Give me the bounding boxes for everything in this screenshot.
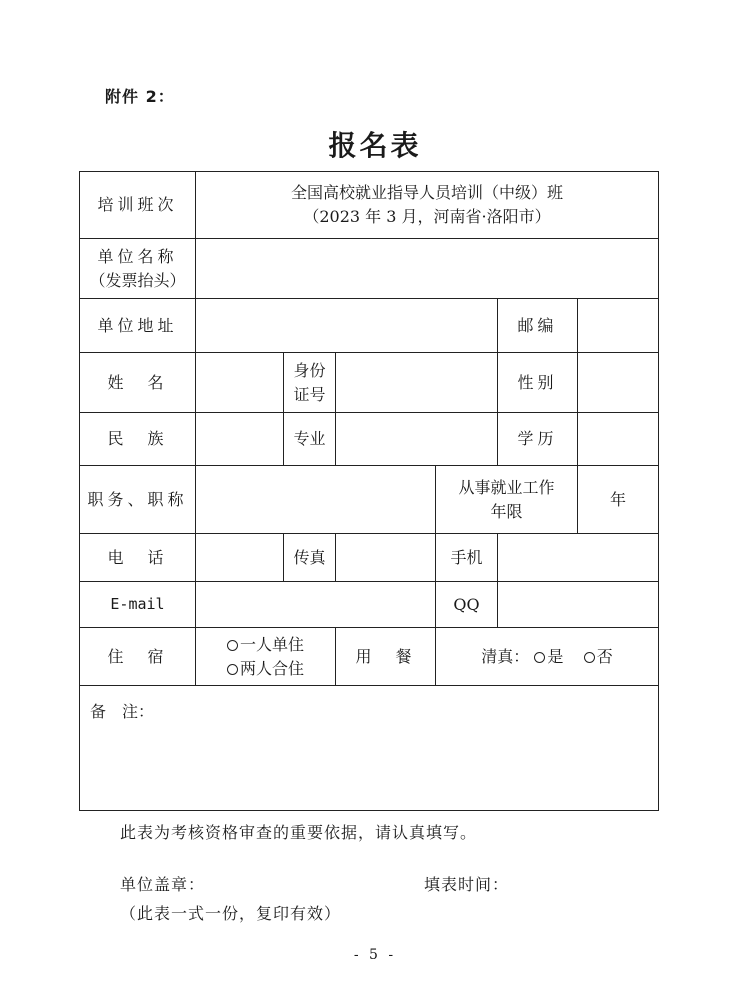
form-title: 报名表 [328,129,422,162]
radio-circle-icon[interactable] [227,640,238,651]
row-remarks [80,686,659,811]
fax-label: 传真 [284,534,336,582]
name-field[interactable] [196,353,284,413]
lodging-label: 住 宿 [80,628,196,686]
row-ethnicity [80,413,659,466]
row-training-class [80,172,659,239]
position-label: 职务、职称 [80,466,196,534]
radio-circle-icon[interactable] [534,652,545,663]
row-email [80,582,659,628]
radio-circle-icon[interactable] [227,664,238,675]
org-name-field[interactable] [196,239,659,299]
years-label [436,466,578,534]
education-label: 学历 [498,413,578,466]
phone-field[interactable] [196,534,284,582]
org-name-label [80,239,196,299]
row-phone [80,534,659,582]
email-label: E-mail [80,582,196,628]
fill-time-label: 填表时间： [424,875,510,894]
major-field[interactable] [336,413,498,466]
org-name-label-line1: 单位名称 [97,246,178,266]
ethnicity-label: 民 族 [80,413,196,466]
mobile-field[interactable] [498,534,659,582]
training-class-line1: 全国高校就业指导人员培训（中级）班 [291,183,564,202]
education-field[interactable] [578,413,659,466]
major-label: 专业 [284,413,336,466]
phone-label: 电 话 [80,534,196,582]
row-lodging [80,628,659,686]
remarks-label: 备 注： [90,702,155,721]
id-label-line1: 身份 [293,360,326,380]
id-number-field[interactable] [336,353,498,413]
halal-option-no[interactable]: 否 [584,647,613,666]
postcode-label: 邮编 [498,299,578,353]
org-address-label: 单位地址 [80,299,196,353]
copy-note: （此表一式一份，复印有效） [120,904,342,923]
qq-label: QQ [436,582,498,628]
years-field[interactable] [578,466,659,534]
qq-field[interactable] [498,582,659,628]
postcode-field[interactable] [578,299,659,353]
training-class-label: 培训班次 [80,172,196,239]
ethnicity-field[interactable] [196,413,284,466]
radio-circle-icon[interactable] [584,652,595,663]
mobile-label: 手机 [436,534,498,582]
gender-label: 性别 [498,353,578,413]
lodging-option-double[interactable]: 两人合住 [196,657,335,681]
halal-label: 清真： [481,646,530,666]
footer-note: 此表为考核资格审查的重要依据，请认真填写。 [120,823,478,842]
org-name-label-line2: （发票抬头） [89,270,186,290]
training-class-value [196,172,659,239]
fax-field[interactable] [336,534,436,582]
halal-option-yes[interactable]: 是 [534,647,563,666]
years-label-line2: 年限 [490,501,523,521]
position-field[interactable] [196,466,436,534]
row-position [80,466,659,534]
email-field[interactable] [196,582,436,628]
lodging-option-single[interactable]: 一人单住 [196,633,335,657]
seal-label: 单位盖章： [120,875,206,894]
attachment-label: 附件 2： [105,87,175,106]
remarks-cell[interactable] [80,686,659,811]
row-name [80,353,659,413]
name-label: 姓 名 [80,353,196,413]
lodging-options [196,628,336,686]
page-number: - 5 - [353,947,397,963]
row-org-address [80,299,659,353]
halal-options [436,628,659,686]
years-unit: 年 [610,489,627,509]
years-label-line1: 从事就业工作 [458,477,555,497]
gender-field[interactable] [578,353,659,413]
meal-label: 用 餐 [336,628,436,686]
id-label-line2: 证号 [293,384,326,404]
org-address-field[interactable] [196,299,498,353]
training-class-line2: （2023 年 3 月，河南省·洛阳市） [303,207,551,226]
row-org-name [80,239,659,299]
registration-form-table [79,171,659,811]
id-label [284,353,336,413]
